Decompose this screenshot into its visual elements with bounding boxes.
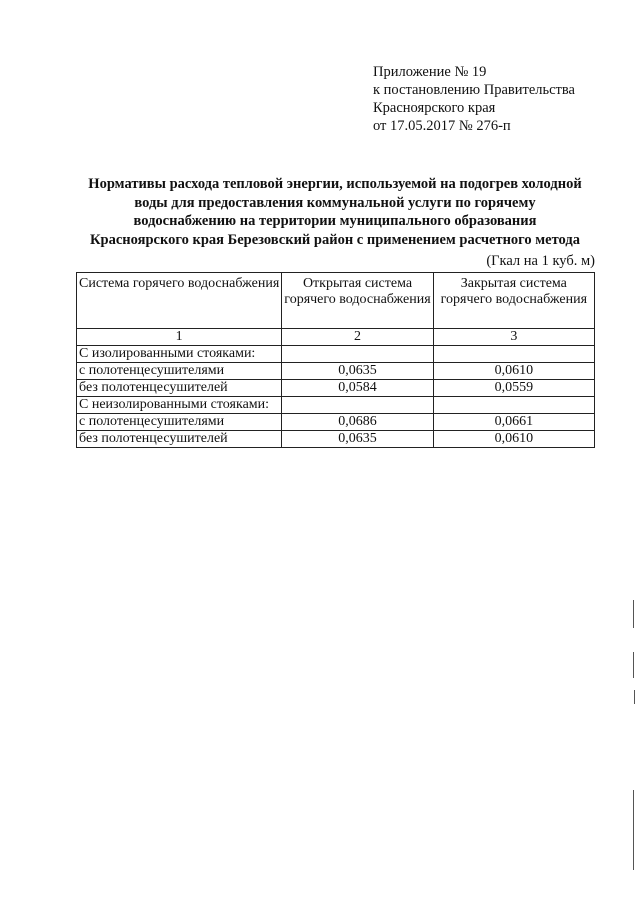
open-system-value: 0,0686 — [282, 414, 433, 431]
closed-system-value: 0,0610 — [433, 431, 594, 448]
closed-system-value: 0,0559 — [433, 380, 594, 397]
row-label: с полотенцесушителями — [77, 414, 282, 431]
row-label: без полотенцесушителей — [77, 380, 282, 397]
appendix-line: Приложение № 19 — [373, 64, 487, 80]
open-system-value: 0,0584 — [282, 380, 433, 397]
column-number: 1 — [77, 329, 282, 346]
units-label: (Гкал на 1 куб. м) — [486, 253, 595, 269]
open-system-value: 0,0635 — [282, 431, 433, 448]
table-row — [77, 380, 595, 397]
group-label: С изолированными стояками: — [77, 346, 282, 363]
header-closed-system: Закрытая система горячего водоснабжения — [433, 273, 594, 329]
table-number-row — [77, 329, 595, 346]
appendix-block — [373, 63, 575, 135]
empty-cell — [282, 397, 433, 414]
title-line: Красноярского края Березовский район с применением расчетного метода — [90, 231, 580, 248]
scan-margin-mark — [633, 652, 634, 678]
norms-table — [76, 272, 595, 448]
closed-system-value: 0,0661 — [433, 414, 594, 431]
table-row — [77, 431, 595, 448]
table-row — [77, 414, 595, 431]
group-row — [77, 397, 595, 414]
scan-margin-mark — [634, 690, 635, 704]
table-header-row — [77, 273, 595, 329]
table-row — [77, 363, 595, 380]
document-title — [70, 175, 600, 249]
header-system: Система горячего водоснабжения — [77, 273, 282, 329]
column-number: 2 — [282, 329, 433, 346]
header-open-system: Открытая система горячего водоснабжения — [282, 273, 433, 329]
appendix-line: от 17.05.2017 № 276-п — [373, 118, 511, 134]
title-line: водоснабжению на территории муниципального образования — [133, 213, 537, 229]
appendix-line: к постановлению Правительства — [373, 82, 575, 98]
column-number: 3 — [433, 329, 594, 346]
scan-margin-mark — [633, 790, 634, 870]
scan-margin-mark — [633, 600, 634, 628]
title-line: Нормативы расхода тепловой энергии, используемой на подогрев холодной — [88, 176, 582, 192]
appendix-line: Красноярского края — [373, 100, 496, 116]
group-label: С неизолированными стояками: — [77, 397, 282, 414]
empty-cell — [433, 346, 594, 363]
empty-cell — [282, 346, 433, 363]
row-label: без полотенцесушителей — [77, 431, 282, 448]
empty-cell — [433, 397, 594, 414]
title-line: воды для предоставления коммунальной услуги по горячему — [134, 194, 536, 211]
group-row — [77, 346, 595, 363]
open-system-value: 0,0635 — [282, 363, 433, 380]
closed-system-value: 0,0610 — [433, 363, 594, 380]
row-label: с полотенцесушителями — [77, 363, 282, 380]
